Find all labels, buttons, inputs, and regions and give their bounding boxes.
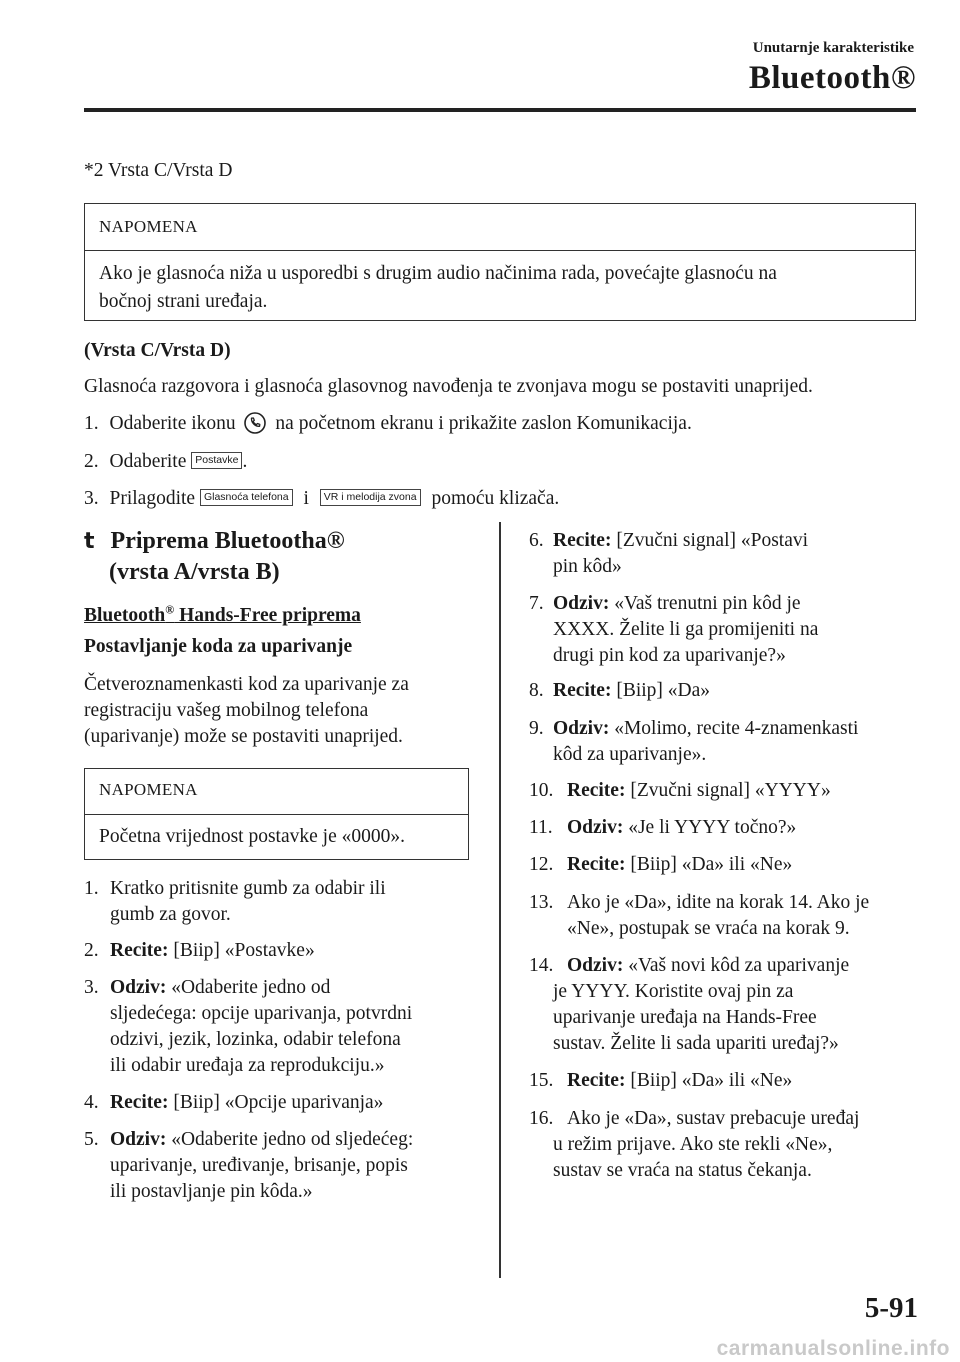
step-label: Recite:	[553, 530, 612, 551]
note-header	[85, 204, 915, 251]
step-line: je YYYY. Koristite ovaj pin za	[553, 981, 794, 1002]
note-heading: NAPOMENA	[99, 217, 198, 236]
type-cd-intro: Glasnoća razgovora i glasnoća glasovnog navođenja te zvonjava mogu se postaviti unaprijed.	[84, 376, 813, 397]
paragraph-line: Četveroznamenkasti kod za uparivanje za	[84, 674, 409, 695]
step-line: [Biip] «Da» ili «Ne»	[630, 1070, 793, 1091]
step-label: Odziv:	[110, 977, 167, 998]
step-line: Kratko pritisnite gumb za odabir ili	[110, 878, 386, 899]
footnote: *2 Vrsta C/Vrsta D	[84, 160, 233, 181]
step-number: 9.	[529, 718, 544, 739]
step-line: u režim prijave. Ako ste rekli «Ne»,	[553, 1134, 833, 1155]
note-box-volume	[84, 203, 916, 321]
step-label: Recite:	[567, 1070, 626, 1091]
step-line: «Vaš trenutni pin kôd je	[614, 593, 801, 614]
header-rule	[84, 108, 916, 112]
step-line: odzivi, jezik, lozinka, odabir telefona	[110, 1029, 401, 1050]
step-number: 14.	[529, 955, 554, 976]
step-line: [Zvučni signal] «Postavi	[616, 530, 809, 551]
step-line: [Biip] «Da»	[616, 680, 711, 701]
phone-volume-button[interactable]: Glasnoća telefona	[200, 489, 293, 506]
step-text: Odaberite ikonu	[109, 413, 236, 434]
page-number: 5-91	[864, 1292, 918, 1324]
step-line: «Je li YYYY točno?»	[628, 817, 797, 838]
step-text-cont: pomoću klizača.	[431, 488, 560, 509]
note-body: Početna vrijednost postavke je «0000».	[99, 826, 405, 847]
step-label: Odziv:	[553, 593, 610, 614]
subhead-rest: Hands-Free priprema	[174, 604, 361, 626]
step-line: ili odabir uređaja za reprodukciju.»	[110, 1055, 385, 1076]
step-number: 1.	[84, 413, 99, 434]
step-text-cont: na početnom ekranu i prikažite zaslon Komunikacija.	[275, 413, 692, 434]
step-line: «Ne», postupak se vraća na korak 9.	[567, 918, 850, 939]
step-number: 8.	[529, 680, 544, 701]
paragraph-line: registraciju vašeg mobilnog telefona	[84, 700, 369, 721]
step-number: 4.	[84, 1092, 99, 1113]
section-bullet: t	[84, 529, 95, 554]
subhead-registered: ®	[165, 602, 175, 616]
step-line: «Molimo, recite 4-znamenkasti	[614, 718, 859, 739]
step-line: Ako je «Da», idite na korak 14. Ako je	[567, 892, 870, 913]
step-number: 6.	[529, 530, 544, 551]
step-line: kôd za uparivanje».	[553, 744, 707, 765]
step-number: 11.	[529, 817, 553, 838]
step-line: «Odaberite jedno od sljedećeg:	[171, 1129, 414, 1150]
phone-icon	[243, 411, 267, 435]
step-line: [Zvučni signal] «YYYY»	[630, 780, 831, 801]
step-number: 5.	[84, 1129, 99, 1150]
step-label: Recite:	[110, 1092, 169, 1113]
step-line: XXXX. Želite li ga promijeniti na	[553, 619, 819, 640]
step-text: Prilagodite	[109, 488, 196, 509]
step-text: Odaberite	[109, 451, 187, 472]
step-label: Recite:	[553, 680, 612, 701]
step-number: 12.	[529, 854, 554, 875]
step-conjunction: i	[303, 488, 309, 509]
step-period: .	[242, 451, 248, 472]
subsection-heading	[84, 596, 361, 629]
step-line: uparivanje, uređivanje, brisanje, popis	[110, 1155, 408, 1176]
step-number: 13.	[529, 892, 554, 913]
step-line: «Odaberite jedno od	[171, 977, 331, 998]
section-title	[84, 526, 345, 587]
step-number: 10.	[529, 780, 554, 801]
step-line: [Biip] «Opcije uparivanja»	[173, 1092, 384, 1113]
step-line: sljedećega: opcije uparivanja, potvrdni	[110, 1003, 413, 1024]
chapter-title: Bluetooth®	[748, 60, 916, 96]
step-line: uparivanje uređaja na Hands-Free	[553, 1007, 817, 1028]
step-line: [Biip] «Postavke»	[173, 940, 315, 961]
note-heading: NAPOMENA	[99, 780, 198, 799]
paragraph-line: (uparivanje) može se postaviti unaprijed.	[84, 726, 403, 747]
step-number: 3.	[84, 488, 99, 509]
type-cd-step-2	[84, 449, 247, 475]
chapter-subtitle: Unutarnje karakteristike	[752, 40, 914, 56]
note-line-1: Ako je glasnoća niža u usporedbi s drugim audio načinima rada, povećajte glasnoću na	[99, 263, 777, 284]
step-number: 2.	[84, 940, 99, 961]
type-cd-heading: (Vrsta C/Vrsta D)	[84, 340, 231, 361]
note-box-default	[84, 768, 469, 860]
step-label: Recite:	[567, 780, 626, 801]
step-line: Ako je «Da», sustav prebacuje uređaj	[567, 1108, 860, 1129]
note-body	[99, 260, 905, 316]
column-divider	[499, 522, 501, 1278]
step-number: 3.	[84, 977, 99, 998]
step-label: Odziv:	[567, 955, 624, 976]
step-label: Odziv:	[553, 718, 610, 739]
step-line: drugi pin kod za uparivanje?»	[553, 645, 786, 666]
step-line: ili postavljanje pin kôda.»	[110, 1181, 313, 1202]
step-number: 1.	[84, 878, 99, 899]
step-number: 15.	[529, 1070, 554, 1091]
step-label: Recite:	[110, 940, 169, 961]
step-line: pin kôd»	[553, 556, 622, 577]
section-paragraph	[84, 672, 409, 750]
subhead-bluetooth: Bluetooth	[84, 604, 166, 626]
note-header	[85, 769, 468, 815]
step-label: Odziv:	[110, 1129, 167, 1150]
type-cd-step-1	[84, 411, 692, 437]
watermark: carmanualsonline.info	[716, 1337, 950, 1360]
note-line-2: bočnoj strani uređaja.	[99, 291, 268, 312]
postavke-button[interactable]: Postavke	[191, 452, 242, 469]
step-number: 2.	[84, 451, 99, 472]
step-line: sustav se vraća na status čekanja.	[553, 1160, 812, 1181]
section-title-line-2: (vrsta A/vrsta B)	[109, 559, 280, 585]
step-label: Recite:	[567, 854, 626, 875]
step-line: «Vaš novi kôd za uparivanje	[628, 955, 850, 976]
subsection-heading-2: Postavljanje koda za uparivanje	[84, 636, 353, 657]
step-line: gumb za govor.	[110, 904, 231, 925]
step-line: [Biip] «Da» ili «Ne»	[630, 854, 793, 875]
step-number: 16.	[529, 1108, 554, 1129]
step-number: 7.	[529, 593, 544, 614]
type-cd-step-3	[84, 486, 559, 512]
step-label: Odziv:	[567, 817, 624, 838]
section-title-line-1: Priprema Bluetootha®	[110, 528, 345, 554]
step-line: sustav. Želite li sada upariti uređaj?»	[553, 1033, 839, 1054]
vr-ringtone-button[interactable]: VR i melodija zvona	[320, 489, 421, 506]
